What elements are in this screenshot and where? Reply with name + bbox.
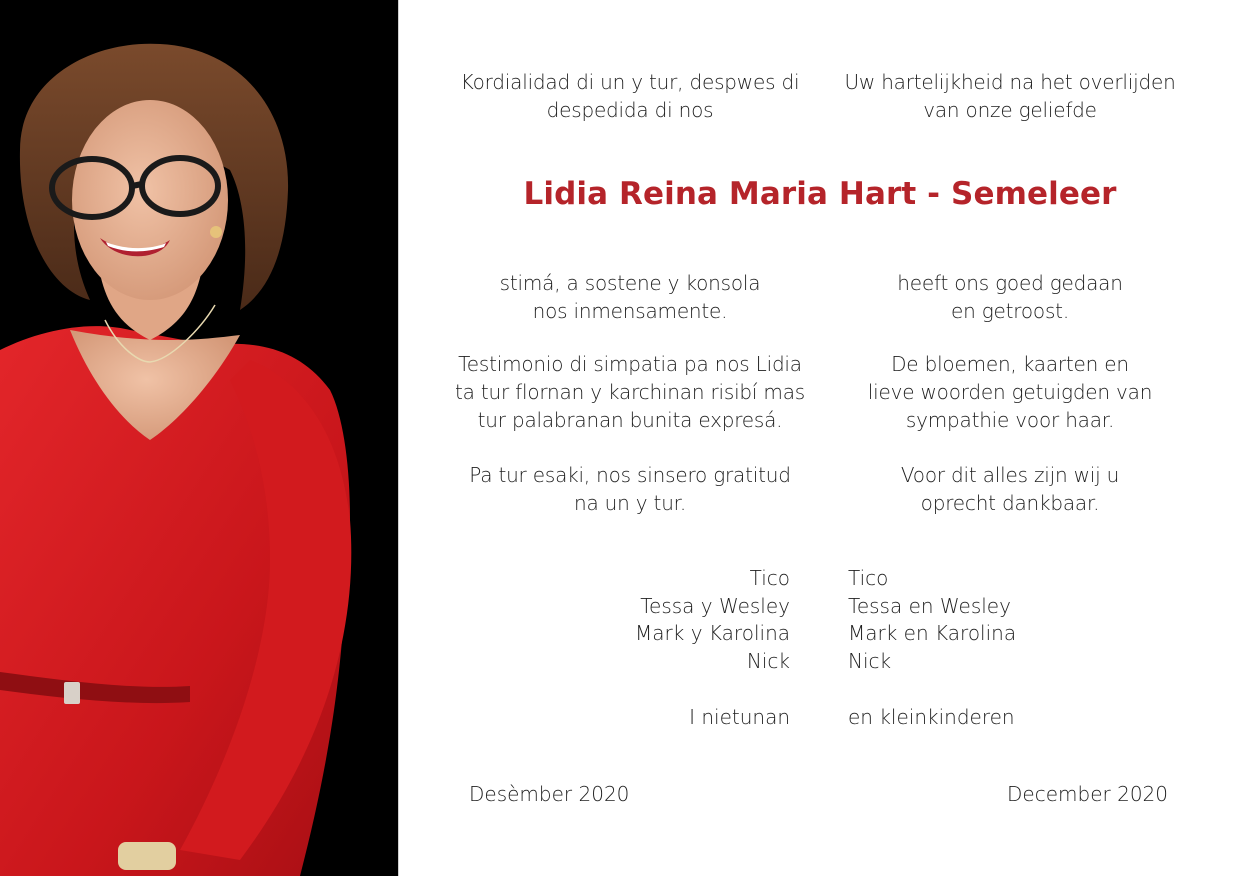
- family-name: Tessa en Wesley: [848, 593, 1011, 618]
- family-name: Nick: [746, 648, 790, 673]
- grandchildren-papiamento: I nietunan: [689, 705, 790, 729]
- intro-papiamento: [440, 68, 820, 124]
- text-line: na un y tur.: [573, 491, 687, 515]
- text-line: en getroost.: [951, 299, 1069, 323]
- text-line: Uw hartelijkheid na het overlijden: [844, 70, 1176, 94]
- paragraph2-papiamento: [440, 350, 820, 434]
- paragraph1-papiamento: [440, 269, 820, 325]
- text-line: oprecht dankbaar.: [920, 491, 1100, 515]
- paragraph3-papiamento: [440, 461, 820, 517]
- text-line: lieve woorden getuigden van: [867, 380, 1153, 404]
- text-line: nos inmensamente.: [532, 299, 728, 323]
- date-papiamento: Desèmber 2020: [469, 782, 630, 806]
- family-name: Nick: [848, 648, 892, 673]
- text-line: heeft ons goed gedaan: [897, 271, 1123, 295]
- thank-you-card: [400, 0, 1240, 876]
- family-name: Mark en Karolina: [848, 621, 1017, 645]
- grandchildren-dutch: en kleinkinderen: [848, 705, 1015, 729]
- panel-divider: [398, 0, 399, 876]
- family-list-papiamento: [440, 565, 790, 675]
- text-line: Kordialidad di un y tur, despwes di: [460, 70, 800, 94]
- text-line: De bloemen, kaarten en: [891, 352, 1129, 376]
- family-name: Tico: [749, 566, 790, 590]
- family-name: Mark y Karolina: [635, 621, 790, 645]
- text-line: Pa tur esaki, nos sinsero gratitud: [469, 463, 791, 487]
- date-dutch: December 2020: [1007, 782, 1168, 806]
- text-line: sympathie voor haar.: [905, 408, 1115, 432]
- paragraph1-dutch: [820, 269, 1200, 325]
- family-name: Tico: [848, 566, 889, 590]
- text-line: despedida di nos: [546, 98, 714, 122]
- deceased-name: Lidia Reina Maria Hart - Semeleer: [523, 176, 1117, 212]
- paragraph2-dutch: [820, 350, 1200, 434]
- text-line: stimá, a sostene y konsola: [499, 271, 761, 295]
- text-line: Voor dit alles zijn wij u: [900, 463, 1120, 487]
- family-list-dutch: [848, 565, 1198, 675]
- text-line: van onze geliefde: [923, 98, 1097, 122]
- paragraph3-dutch: [820, 461, 1200, 517]
- text-line: ta tur flornan y karchinan risibí mas: [454, 380, 805, 404]
- portrait-photo: [0, 0, 398, 876]
- text-line: tur palabranan bunita expresá.: [477, 408, 783, 432]
- family-name: Tessa y Wesley: [640, 593, 790, 618]
- intro-dutch: [820, 68, 1200, 124]
- text-line: Testimonio di simpatia pa nos Lidia: [458, 352, 802, 376]
